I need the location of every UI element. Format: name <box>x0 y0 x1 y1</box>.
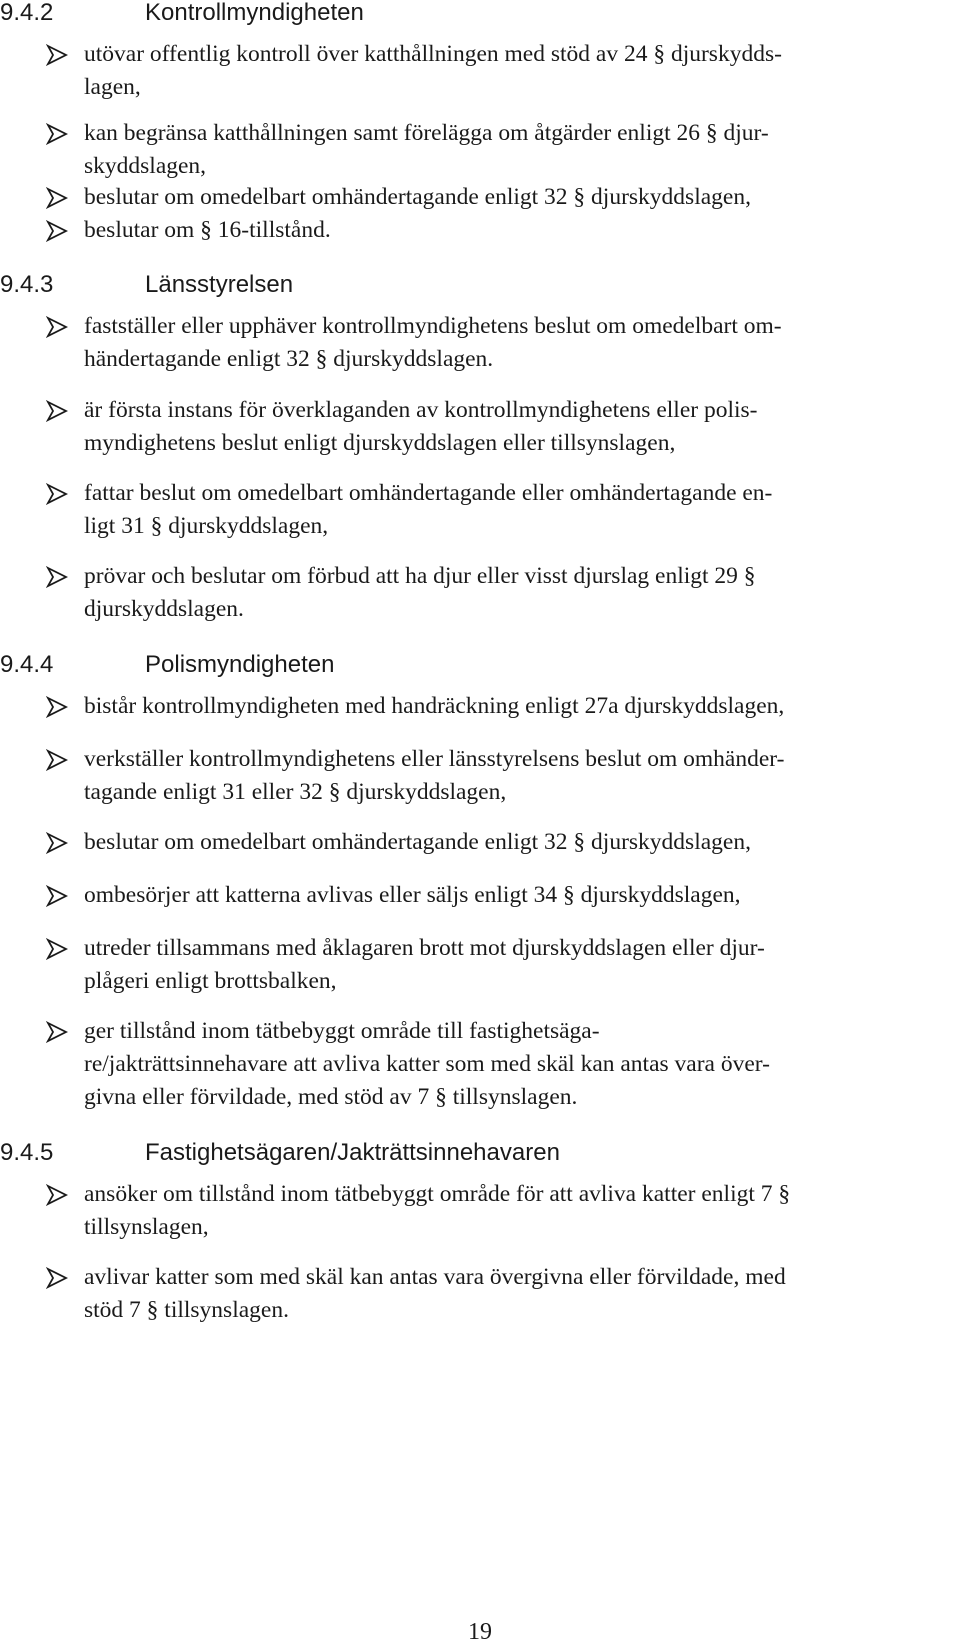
arrowhead-bullet-icon <box>46 832 68 854</box>
text-line: beslutar om omedelbart omhändertagande enligt 32 § djurskyddslagen, <box>84 829 751 855</box>
arrowhead-bullet-icon <box>46 220 68 242</box>
text-line: ger tillstånd inom tätbebyggt område till fastighetsäga- <box>84 1018 600 1044</box>
text-line: plågeri enligt brottsbalken, <box>84 968 337 994</box>
list-item-text <box>84 932 920 998</box>
arrowhead-bullet-icon <box>46 938 68 960</box>
list-item-text <box>84 826 920 859</box>
section-heading <box>0 272 293 298</box>
arrowhead-bullet-icon <box>46 749 68 771</box>
section-number: 9.4.5 <box>0 1139 54 1166</box>
section-number: 9.4.2 <box>0 0 54 26</box>
arrowhead-bullet-icon <box>46 885 68 907</box>
text-line: djurskyddslagen. <box>84 596 244 622</box>
list-item-text <box>84 477 920 543</box>
text-line: utövar offentlig kontroll över katthållningen med stöd av 24 § djurskydds- <box>84 41 782 67</box>
section-heading <box>0 652 334 678</box>
list-item-text <box>84 181 920 214</box>
text-line: tagande enligt 31 eller 32 § djurskyddslagen, <box>84 779 507 805</box>
arrowhead-bullet-icon <box>46 316 68 338</box>
text-line: är första instans för överklaganden av kontrollmyndighetens eller polis- <box>84 397 758 423</box>
arrowhead-bullet-icon <box>46 400 68 422</box>
text-line: prövar och beslutar om förbud att ha djur eller visst djurslag enligt 29 § <box>84 563 756 589</box>
text-line: fattar beslut om omedelbart omhändertagande eller omhändertagande en- <box>84 480 773 506</box>
section-number: 9.4.4 <box>0 651 54 678</box>
arrowhead-bullet-icon <box>46 187 68 209</box>
section-title: Polismyndigheten <box>145 651 335 678</box>
arrowhead-bullet-icon <box>46 123 68 145</box>
text-line: kan begränsa katthållningen samt förelägga om åtgärder enligt 26 § djur- <box>84 120 769 146</box>
text-line: avlivar katter som med skäl kan antas vara övergivna eller förvildade, med <box>84 1264 786 1290</box>
arrowhead-bullet-icon <box>46 1184 68 1206</box>
list-item-text <box>84 214 920 247</box>
text-line: givna eller förvildade, med stöd av 7 § tillsynslagen. <box>84 1084 578 1110</box>
arrowhead-bullet-icon <box>46 696 68 718</box>
section-title: Kontrollmyndigheten <box>145 0 364 26</box>
section-heading <box>0 0 364 26</box>
arrowhead-bullet-icon <box>46 44 68 66</box>
text-line: händertagande enligt 32 § djurskyddslagen. <box>84 346 494 372</box>
arrowhead-bullet-icon <box>46 1021 68 1043</box>
text-line: ansöker om tillstånd inom tätbebyggt område för att avliva katter enligt 7 § <box>84 1181 791 1207</box>
arrowhead-bullet-icon <box>46 483 68 505</box>
text-line: stöd 7 § tillsynslagen. <box>84 1297 289 1323</box>
page-number: 19 <box>468 1619 492 1645</box>
list-item-text <box>84 394 920 460</box>
section-number: 9.4.3 <box>0 271 54 298</box>
list-item-text <box>84 743 920 809</box>
text-line: verkställer kontrollmyndighetens eller länsstyrelsens beslut om omhänder- <box>84 746 785 772</box>
list-item-text <box>84 1261 920 1327</box>
list-item-text <box>84 117 920 183</box>
list-item-text <box>84 310 920 376</box>
text-line: beslutar om § 16-tillstånd. <box>84 217 331 243</box>
list-item-text <box>84 560 920 626</box>
text-line: bistår kontrollmyndigheten med handräckning enligt 27a djurskyddslagen, <box>84 693 785 719</box>
arrowhead-bullet-icon <box>46 566 68 588</box>
section-title: Länsstyrelsen <box>145 271 294 298</box>
text-line: beslutar om omedelbart omhändertagande enligt 32 § djurskyddslagen, <box>84 184 751 210</box>
text-line: fastställer eller upphäver kontrollmyndighetens beslut om omedelbart om- <box>84 313 782 339</box>
arrowhead-bullet-icon <box>46 1267 68 1289</box>
text-line: utreder tillsammans med åklagaren brott mot djurskyddslagen eller djur- <box>84 935 765 961</box>
text-line: tillsynslagen, <box>84 1214 209 1240</box>
list-item-text <box>84 879 920 912</box>
text-line: ligt 31 § djurskyddslagen, <box>84 513 329 539</box>
list-item-text <box>84 1015 920 1114</box>
list-item-text <box>84 690 920 723</box>
section-title: Fastighetsägaren/Jakträttsinnehavaren <box>145 1139 560 1166</box>
section-heading <box>0 1140 560 1166</box>
text-line: ombesörjer att katterna avlivas eller säljs enligt 34 § djurskyddslagen, <box>84 882 741 908</box>
text-line: myndighetens beslut enligt djurskyddslagen eller tillsynslagen, <box>84 430 676 456</box>
list-item-text <box>84 1178 920 1244</box>
text-line: re/jakträttsinnehavare att avliva katter som med skäl kan antas vara över- <box>84 1051 770 1077</box>
text-line: skyddslagen, <box>84 153 207 179</box>
list-item-text <box>84 38 920 104</box>
text-line: lagen, <box>84 74 141 100</box>
